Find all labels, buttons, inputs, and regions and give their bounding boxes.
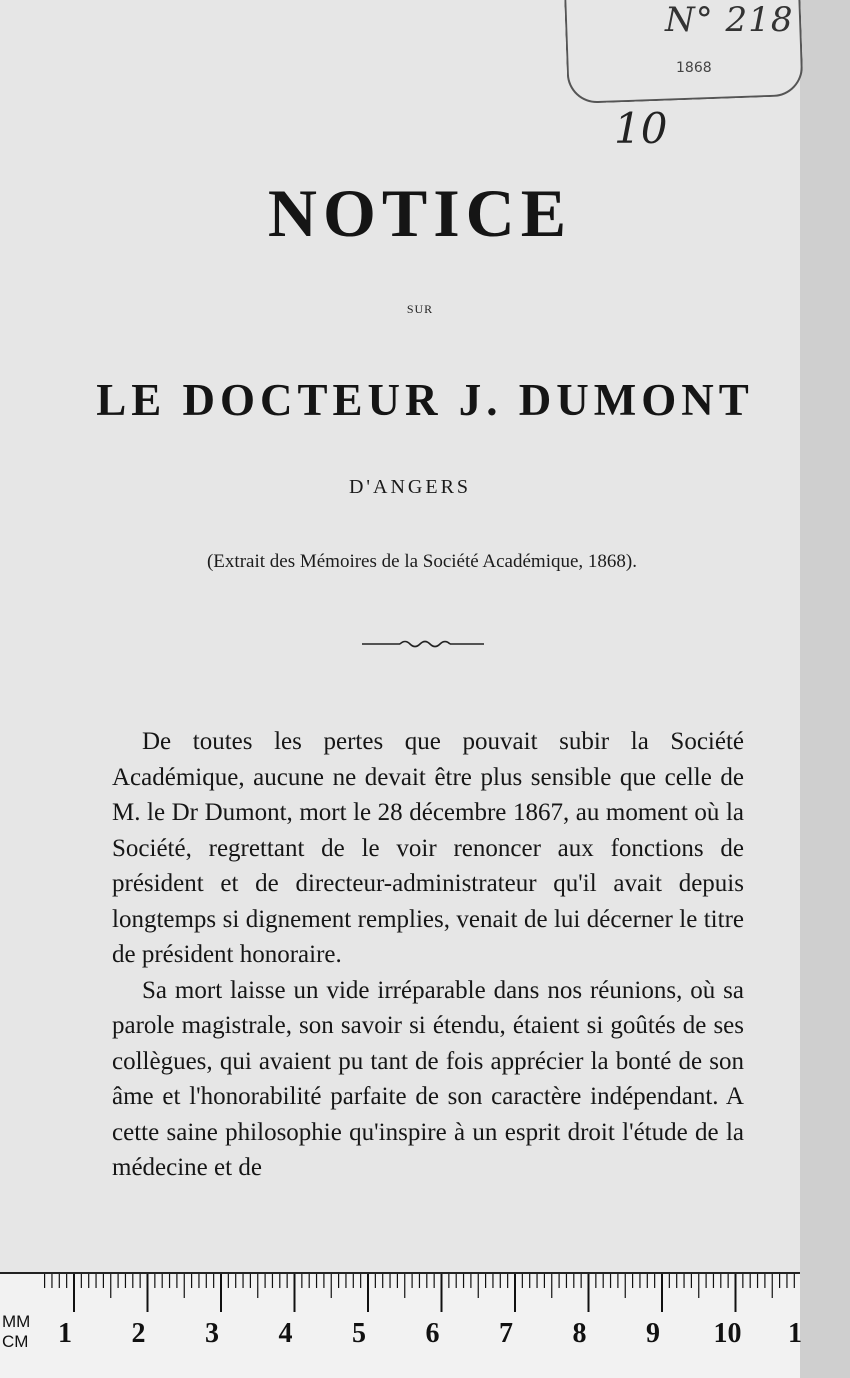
subject-name: LE DOCTEUR J. DUMONT xyxy=(96,375,754,425)
subject-origin: D'ANGERS xyxy=(348,476,472,498)
ruler-mm-label: MM xyxy=(2,1312,31,1331)
extract-note: (Extrait des Mémoires de la Société Académique, 1868). xyxy=(206,551,637,572)
stamp-year: 1868 xyxy=(676,60,712,76)
ruler-number: 7 xyxy=(499,1318,513,1349)
ruler-number: 5 xyxy=(352,1318,366,1349)
ruler-number: 4 xyxy=(278,1318,293,1349)
ruler-number: 2 xyxy=(131,1318,146,1349)
ruler-number: 8 xyxy=(572,1318,587,1349)
ruler-number: 6 xyxy=(425,1318,440,1349)
ruler-number: 10 xyxy=(713,1318,742,1349)
ornament-divider-icon xyxy=(362,637,484,651)
ruler-cm-label: CM xyxy=(2,1332,29,1351)
document-title: NOTICE xyxy=(267,175,573,251)
title-connector: SUR xyxy=(406,302,434,316)
ruler-number: 9 xyxy=(646,1318,660,1349)
shelf-mark: 10 xyxy=(614,104,668,153)
ruler-number: 1 xyxy=(788,1318,802,1349)
ruler-ticks xyxy=(0,1274,800,1378)
stamp-number: N° 218 xyxy=(665,0,794,40)
body-text xyxy=(112,724,744,1186)
paragraph: Sa mort laisse un vide irréparable dans nos réunions, où sa parole magistrale, son savoir si étendu, étaient si goûtés de ses collègues, qui avaient pu tant de fois apprécier la bonté de son âme et l'honorabilité parfaite de son caractère indépendant. A cette saine philosophie qu'inspire à un esprit droit l'étude de la médecine et de xyxy=(112,976,744,1181)
measurement-ruler xyxy=(0,1272,800,1378)
ruler-number: 3 xyxy=(205,1318,219,1349)
ruler-number: 1 xyxy=(58,1318,72,1349)
paragraph: De toutes les pertes que pouvait subir la Société Académique, aucune ne devait être plus sensible que celle de M. le Dr Dumont, mort le 28 décembre 1867, au moment où la Société, regrettant de le voir renoncer aux fonctions de président et de directeur-administrateur qu'il avait depuis longtemps si dignement remplies, venait de lui décerner le titre de président honoraire. xyxy=(112,728,744,968)
